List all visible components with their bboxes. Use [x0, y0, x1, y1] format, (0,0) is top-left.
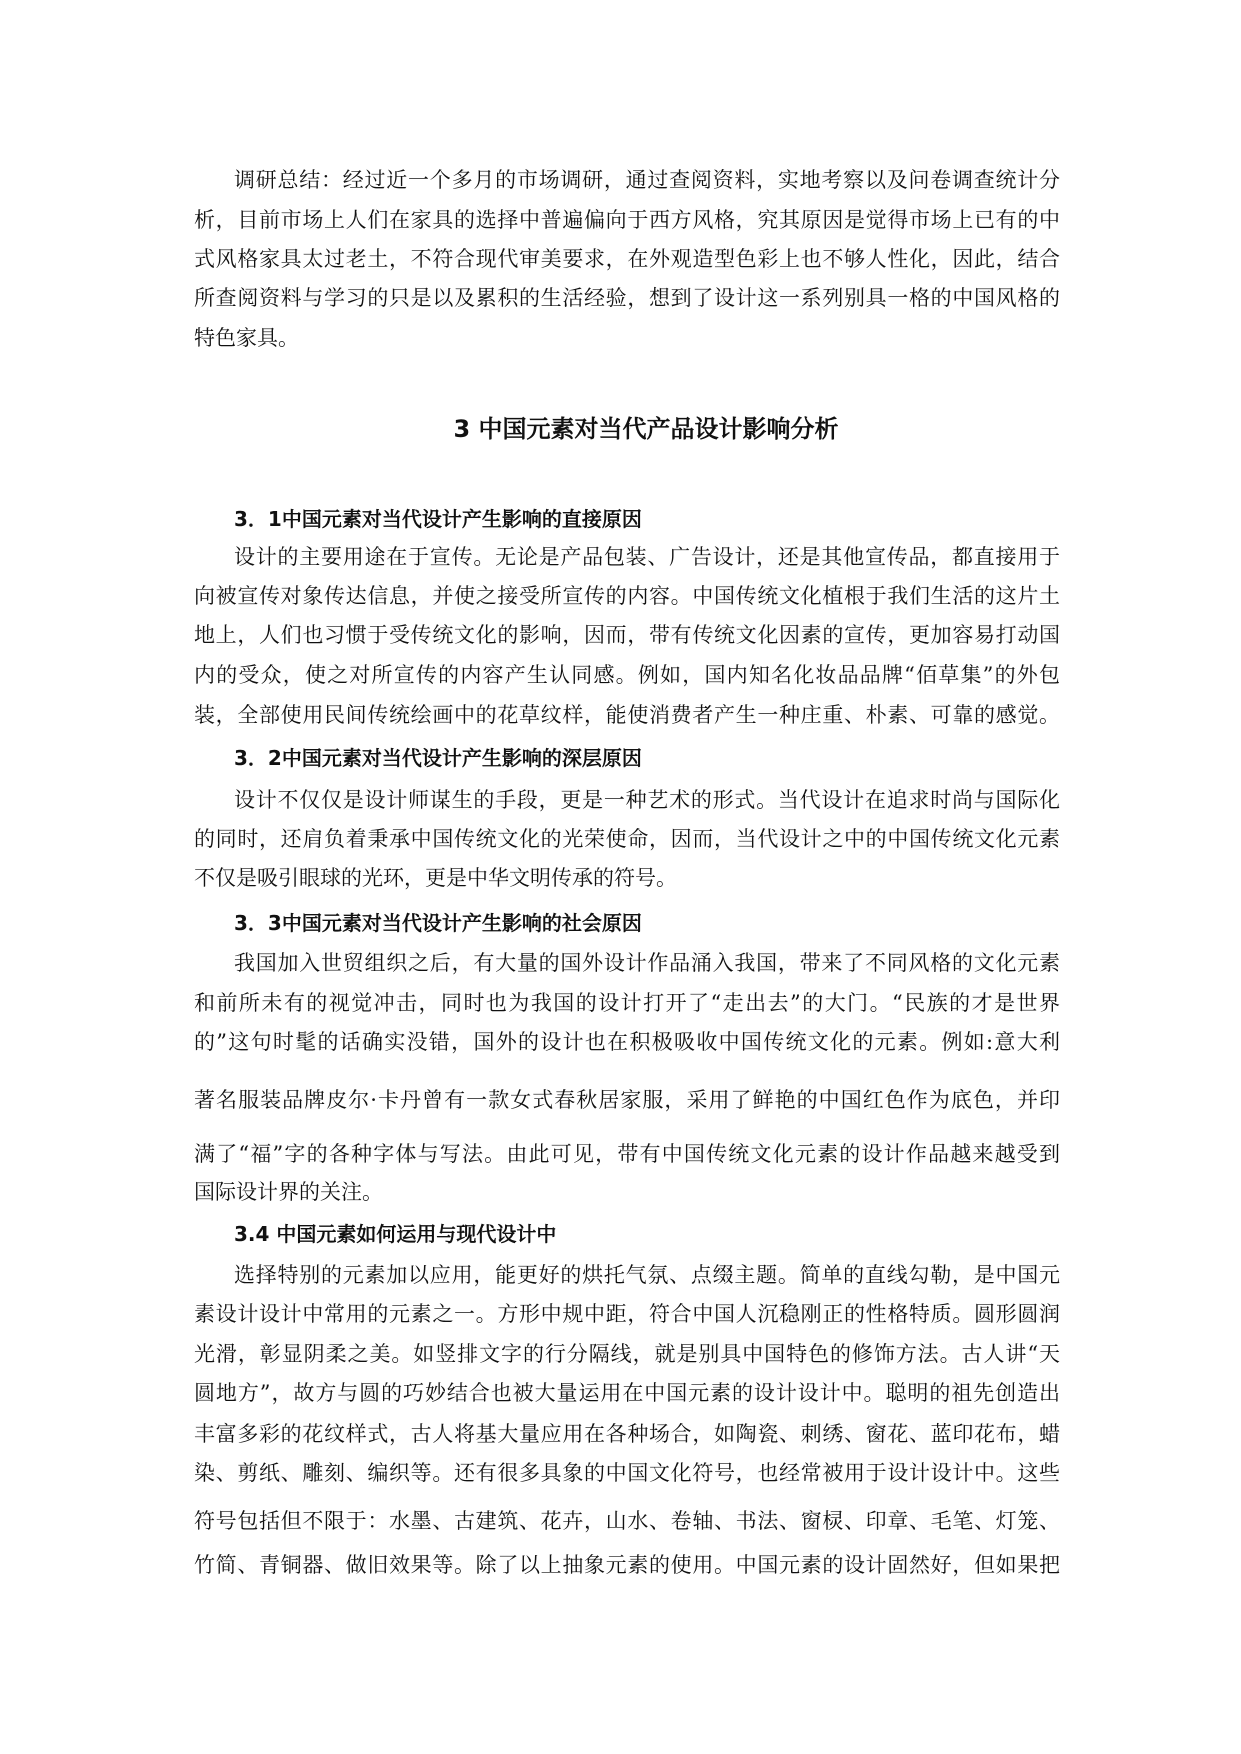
body-text-line: 选择特别的元素加以应用，能更好的烘托气氛、点缀主题。简单的直线勾勒，是中国元: [234, 1263, 1060, 1287]
body-text-line: 光滑，彰显阴柔之美。如竖排文字的行分隔线，就是别具中国特色的修饰方法。古人讲“天: [194, 1342, 1060, 1366]
body-text-line: 著名服装品牌皮尔·卡丹曾有一款女式春秋居家服，采用了鲜艳的中国红色作为底色，并印: [194, 1088, 1060, 1112]
body-text-line: 和前所未有的视觉冲击，同时也为我国的设计打开了“走出去”的大门。“民族的才是世界: [194, 991, 1060, 1015]
body-text-line: 析，目前市场上人们在家具的选择中普遍偏向于西方风格，究其原因是觉得市场上已有的中: [194, 208, 1060, 232]
section-heading: 3．3中国元素对当代设计产生影响的社会原因: [234, 911, 642, 935]
body-text-line: 式风格家具太过老土，不符合现代审美要求，在外观造型色彩上也不够人性化，因此，结合: [194, 247, 1060, 271]
body-text-line: 符号包括但不限于：水墨、古建筑、花卉，山水、卷轴、书法、窗棂、印章、毛笔、灯笼、: [194, 1509, 1060, 1533]
body-text-line: 的”这句时髦的话确实没错，国外的设计也在积极吸收中国传统文化的元素。例如:意大利: [194, 1030, 1060, 1054]
body-text-line: 向被宣传对象传达信息，并使之接受所宣传的内容。中国传统文化植根于我们生活的这片土: [194, 584, 1060, 608]
body-text-line: 不仅是吸引眼球的光环，更是中华文明传承的符号。: [194, 866, 677, 890]
body-text-line: 地上，人们也习惯于受传统文化的影响，因而，带有传统文化因素的宣传，更加容易打动国: [194, 623, 1060, 647]
body-text-line: 装，全部使用民间传统绘画中的花草纹样，能使消费者产生一种庄重、朴素、可靠的感觉。: [194, 703, 1060, 727]
chapter-heading: 3 中国元素对当代产品设计影响分析: [453, 415, 839, 443]
body-text-line: 所查阅资料与学习的只是以及累积的生活经验，想到了设计这一系列别具一格的中国风格的: [194, 286, 1060, 310]
body-text-line: 设计不仅仅是设计师谋生的手段，更是一种艺术的形式。当代设计在追求时尚与国际化: [234, 788, 1060, 812]
body-text-line: 丰富多彩的花纹样式，古人将基大量应用在各种场合，如陶瓷、刺绣、窗花、蓝印花布，蜡: [194, 1422, 1060, 1446]
body-text-line: 特色家具。: [194, 326, 299, 350]
body-text-line: 设计的主要用途在于宣传。无论是产品包装、广告设计，还是其他宣传品，都直接用于: [234, 545, 1060, 569]
body-text-line: 素设计设计中常用的元素之一。方形中规中距，符合中国人沉稳刚正的性格特质。圆形圆润: [194, 1302, 1060, 1326]
body-text-line: 竹简、青铜器、做旧效果等。除了以上抽象元素的使用。中国元素的设计固然好，但如果把: [194, 1553, 1060, 1577]
body-text-line: 我国加入世贸组织之后，有大量的国外设计作品涌入我国，带来了不同风格的文化元素: [234, 951, 1060, 975]
body-text-line: 调研总结：经过近一个多月的市场调研，通过查阅资料，实地考察以及问卷调查统计分: [234, 168, 1060, 192]
body-text-line: 满了“福”字的各种字体与写法。由此可见，带有中国传统文化元素的设计作品越来越受到: [194, 1142, 1060, 1166]
section-heading: 3．1中国元素对当代设计产生影响的直接原因: [234, 507, 642, 531]
body-text-line: 染、剪纸、雕刻、编织等。还有很多具象的中国文化符号，也经常被用于设计设计中。这些: [194, 1461, 1060, 1485]
body-text-line: 国际设计界的关注。: [194, 1180, 383, 1204]
section-heading: 3.4 中国元素如何运用与现代设计中: [234, 1222, 557, 1246]
body-text-line: 圆地方”，故方与圆的巧妙结合也被大量运用在中国元素的设计设计中。聪明的祖先创造出: [194, 1381, 1060, 1405]
body-text-line: 内的受众，使之对所宣传的内容产生认同感。例如，国内知名化妆品品牌“佰草集”的外包: [194, 663, 1060, 687]
section-heading: 3．2中国元素对当代设计产生影响的深层原因: [234, 746, 642, 770]
body-text-line: 的同时，还肩负着秉承中国传统文化的光荣使命，因而，当代设计之中的中国传统文化元素: [194, 827, 1060, 851]
